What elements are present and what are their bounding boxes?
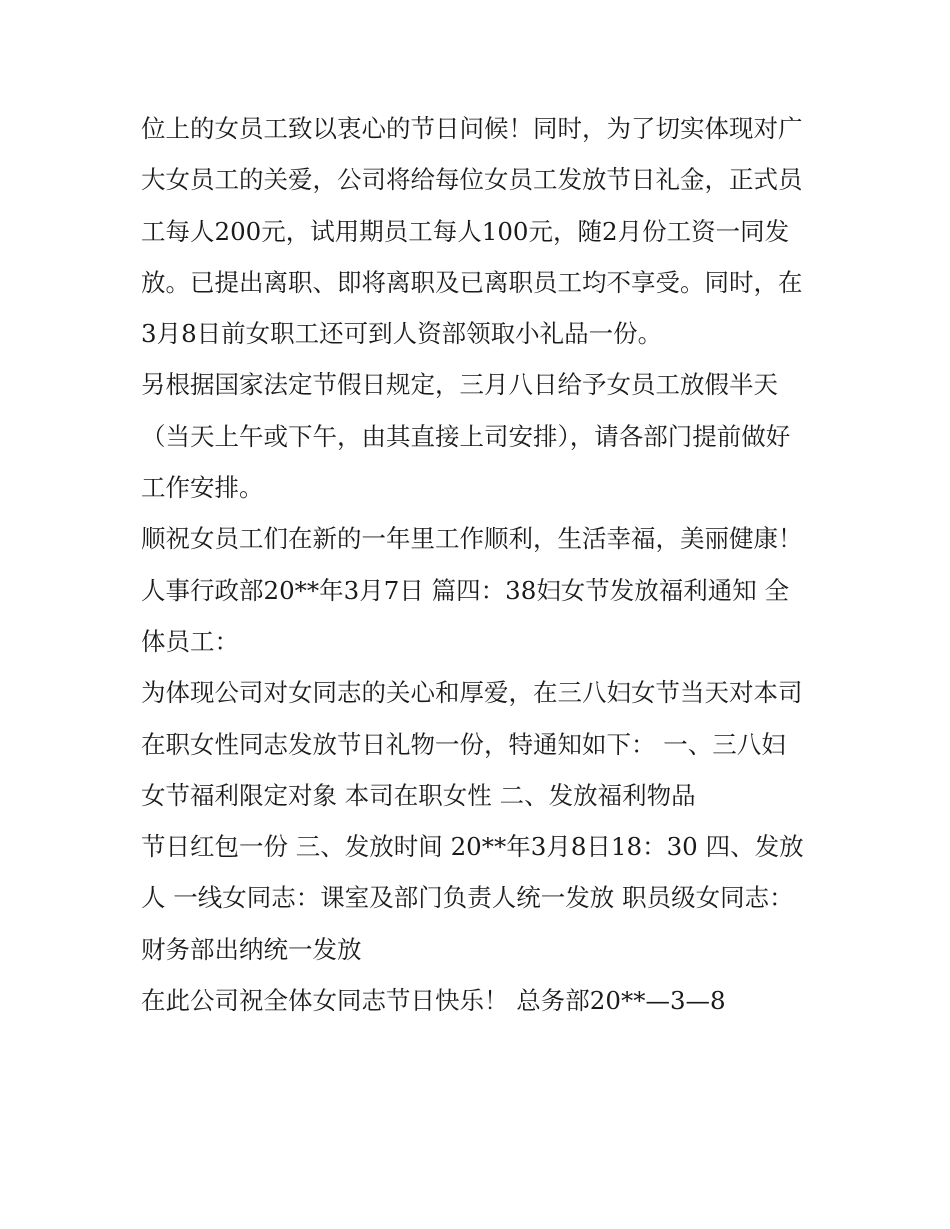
- text-line: 在职女性同志发放节日礼物一份，特通知如下： 一、三八妇: [141, 729, 786, 759]
- text-line: 放。已提出离职、即将离职及已离职员工均不享受。同时，在: [141, 267, 803, 297]
- text-line: 大女员工的关爱，公司将给每位女员工发放节日礼金，正式员: [141, 165, 803, 195]
- text-line: 顺祝女员工们在新的一年里工作顺利，生活幸福，美丽健康！: [141, 524, 803, 554]
- text-line: 位上的女员工致以衷心的节日问候！同时，为了切实体现对广: [141, 114, 803, 143]
- text-line: 3月8日前女职工还可到人资部领取小礼品一份。: [141, 319, 663, 349]
- text-line: 人事行政部20**年3月7日 篇四：38妇女节发放福利通知 全: [141, 575, 790, 605]
- text-line: 人 一线女同志：课室及部门负责人统一发放 职员级女同志：: [141, 883, 794, 913]
- text-line: 节日红包一份 三、发放时间 20**年3月8日18：30 四、发放: [141, 832, 804, 862]
- text-line: 女节福利限定对象 本司在职女性 二、发放福利物品: [141, 780, 696, 810]
- document-body: [141, 103, 821, 1026]
- text-line: 工作安排。: [141, 473, 264, 503]
- text-line: 财务部出纳统一发放: [141, 934, 362, 964]
- text-line: 另根据国家法定节假日规定，三月八日给予女员工放假半天: [141, 370, 778, 400]
- text-line: 在此公司祝全体女同志节日快乐！ 总务部20**—3—8: [141, 986, 726, 1016]
- text-line: （当天上午或下午，由其直接上司安排），请各部门提前做好: [141, 421, 791, 451]
- text-line: 为体现公司对女同志的关心和厚爱，在三八妇女节当天对本司: [141, 678, 803, 708]
- text-line: 工每人200元，试用期员工每人100元，随2月份工资一同发: [141, 216, 790, 246]
- text-line: 体员工：: [141, 626, 239, 656]
